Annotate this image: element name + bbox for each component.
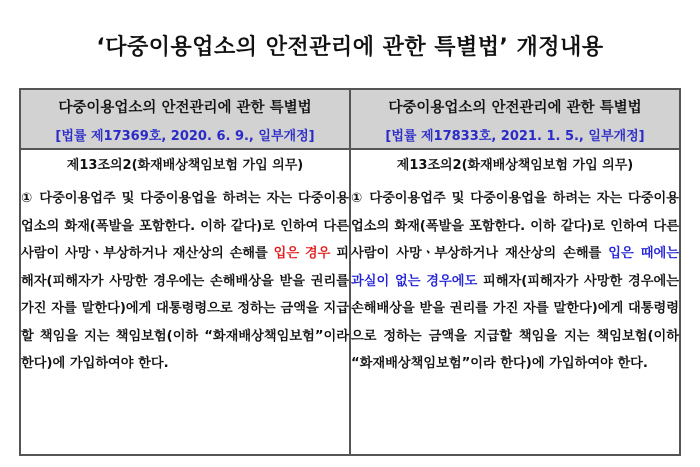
right-text-highlight: 입은 때에는 과실이 없는 경우에도	[351, 246, 679, 289]
left-header-cell	[20, 89, 350, 149]
left-text-after: 피해자(피해자가 사망한 경우에는 손해배상을 받을 권리를 가진 자를 말한다)에게 대통령령으로 정하는 금액을 지급할 책임을 지는 책임보험(이하 “화재배상책임보험”이라 한다)에 가입하여야 한다.	[21, 246, 349, 371]
left-law-ref: [법률 제17369호, 2020. 6. 9., 일부개정]	[55, 129, 315, 144]
right-header-cell	[350, 89, 680, 149]
right-article-text	[351, 185, 679, 378]
left-body-cell	[20, 149, 350, 455]
right-text-before: ① 다중이용업주 및 다중이용업을 하려는 자는 다중이용업소의 화재(폭발을 포함한다. 이하 같다)로 인하여 다른 사람이 사망ㆍ부상하거나 재산상의 손해를	[351, 191, 679, 261]
left-text-before: ① 다중이용업주 및 다중이용업을 하려는 자는 다중이용업소의 화재(폭발을 포함한다. 이하 같다)로 인하여 다른 사람이 사망ㆍ부상하거나 재산상의 손해를	[21, 191, 349, 261]
left-law-name: 다중이용업소의 안전관리에 관한 특별법	[58, 100, 312, 116]
table-header-row	[20, 89, 680, 149]
table-body-row	[20, 149, 680, 455]
right-law-ref: [법률 제17833호, 2021. 1. 5., 일부개정]	[385, 129, 645, 144]
right-body-cell	[350, 149, 680, 455]
right-text-after: 피해자(피해자가 사망한 경우에는 손해배상을 받을 권리를 가진 자를 말한다)에게 대통령령으로 정하는 금액을 지급할 책임을 지는 책임보험(이하 “화재배상책임보험”이라 한다)에 가입하여야 한다.	[351, 273, 679, 371]
left-article-title: 제13조의2(화재배상책임보험 가입 의무)	[66, 158, 304, 173]
left-text-highlight: 입은 경우	[273, 246, 331, 261]
left-article-text	[21, 185, 349, 378]
comparison-table	[19, 88, 681, 456]
right-article-title: 제13조의2(화재배상책임보험 가입 의무)	[396, 158, 634, 173]
page-title: ‘다중이용업소의 안전관리에 관한 특별법’ 개정내용	[96, 35, 604, 60]
right-law-name: 다중이용업소의 안전관리에 관한 특별법	[388, 100, 642, 116]
